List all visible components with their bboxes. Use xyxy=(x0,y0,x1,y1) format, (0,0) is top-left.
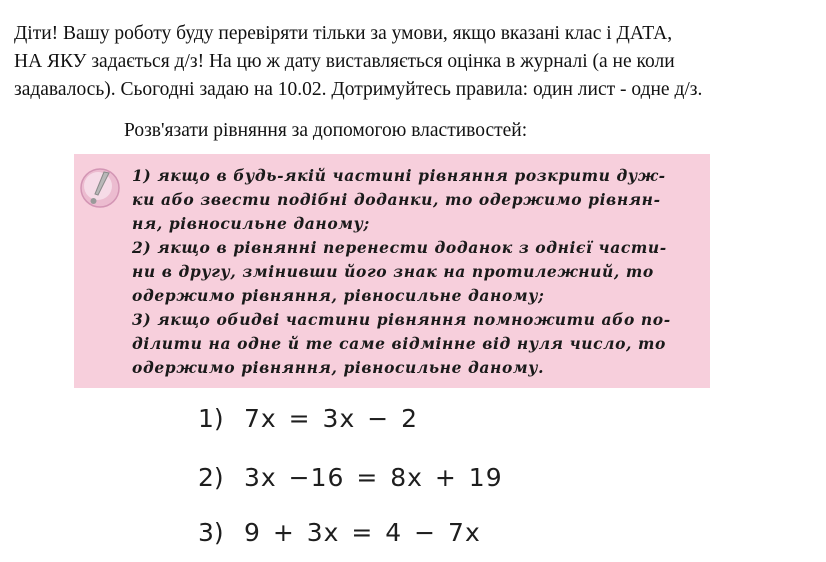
equation-2 xyxy=(198,463,503,493)
equation-number: 2) xyxy=(198,463,224,492)
rules-text xyxy=(132,164,704,380)
rule-line: одержимо рівняння, рівносильне даному; xyxy=(132,286,545,305)
rule-line: 2) якщо в рівнянні перенести доданок з однієї части- xyxy=(132,238,667,257)
rules-box xyxy=(74,154,710,388)
equation-expression: 3x −16 = 8x + 19 xyxy=(244,463,503,492)
rule-line: ки або звести подібні доданки, то одержимо рівнян- xyxy=(132,190,661,209)
rule-line: ня, рівносильне даному; xyxy=(132,214,370,233)
equation-3 xyxy=(198,518,481,548)
equation-1 xyxy=(198,404,418,434)
intro-line: Діти! Вашу роботу буду перевіряти тільки за умови, якщо вказані клас і ДАТА, xyxy=(14,23,673,44)
exclamation-icon xyxy=(78,166,122,210)
rule-line: ни в другу, змінивши його знак на протилежний, то xyxy=(132,262,654,281)
equation-expression: 7x = 3x − 2 xyxy=(244,404,418,433)
rule-line: ділити на одне й те саме відмінне від нуля число, то xyxy=(132,334,666,353)
equation-number: 3) xyxy=(198,518,224,547)
rule-line: одержимо рівняння, рівносильне даному. xyxy=(132,358,545,377)
task-title: Розв'язати рівняння за допомогою властивостей: xyxy=(124,120,528,141)
rule-line: 3) якщо обидві частини рівняння помножити або по- xyxy=(132,310,671,329)
rule-line: 1) якщо в будь-якій частині рівняння розкрити дуж- xyxy=(132,166,666,185)
intro-line: НА ЯКУ задається д/з! На цю ж дату виставляється оцінка в журналі (а не коли xyxy=(14,51,675,72)
equation-number: 1) xyxy=(198,404,224,433)
equation-expression: 9 + 3x = 4 − 7x xyxy=(244,518,481,547)
intro-paragraph xyxy=(14,20,822,104)
intro-line: задавалось). Сьогодні задаю на 10.02. Дотримуйтесь правила: один лист - одне д/з. xyxy=(14,79,703,100)
